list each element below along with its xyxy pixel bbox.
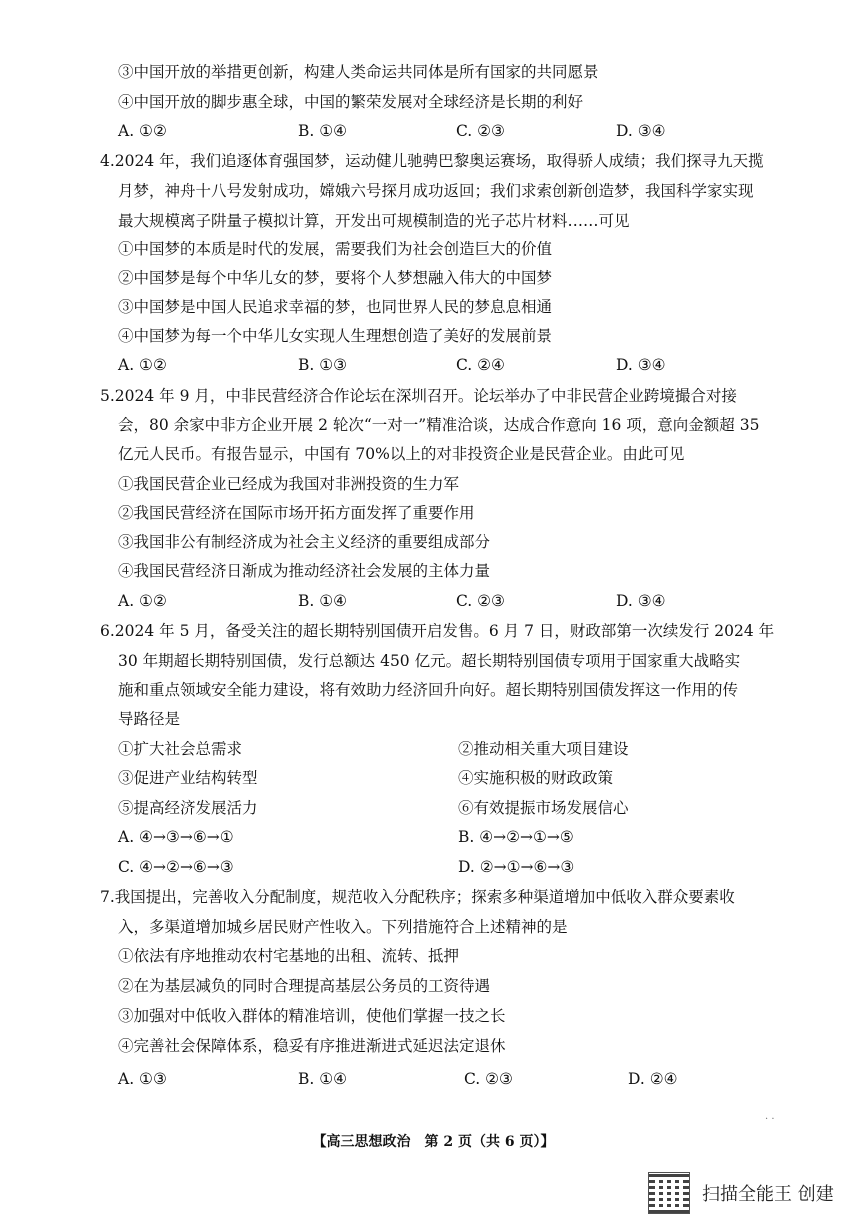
q7-option-2: ②在为基层减负的同时合理提高基层公务员的工资待遇 [118,977,491,995]
q6-item-3: ③促进产业结构转型 [118,769,258,787]
choice-d: D. ③④ [616,356,666,374]
qr-code-icon [648,1172,690,1214]
choice-d: D. ③④ [616,592,666,610]
q6-answers-row-2 [118,856,738,878]
choice-c: C. ④→②→⑥→③ [118,858,234,876]
q6-item-1: ①扩大社会总需求 [118,740,243,758]
q3-option-4: ④中国开放的脚步惠全球，中国的繁荣发展对全球经济是长期的利好 [118,93,584,111]
q6-items-row-3 [118,797,738,819]
choice-a: A. ④→③→⑥→① [118,828,234,846]
q5-option-4: ④我国民营经济日渐成为推动经济社会发展的主体力量 [118,562,491,580]
choice-b: B. ①④ [298,592,348,610]
choice-b: B. ①③ [298,356,348,374]
choice-c: C. ②③ [456,592,505,610]
q4-option-2: ②中国梦是每个中华儿女的梦，要将个人梦想融入伟大的中国梦 [118,269,553,287]
q6-stem-1: 6.2024 年 5 月，备受关注的超长期特别国债开启发售。6 月 7 日，财政部第一次续发行 2024 年 [100,622,775,640]
scan-dots: · · [765,1114,775,1125]
q7-option-1: ①依法有序地推动农村宅基地的出租、流转、抵押 [118,947,460,965]
page-footer: 【高三思想政治 第 2 页（共 6 页）】 [312,1134,555,1150]
q3-choices [118,120,678,142]
q6-stem-4: 导路径是 [118,710,181,728]
q7-stem-2: 入，多渠道增加城乡居民财产性收入。下列措施符合上述精神的是 [118,918,568,936]
choice-c: C. ②④ [456,356,505,374]
q5-choices [118,590,678,612]
choice-c: C. ②③ [464,1070,513,1088]
q6-item-4: ④实施积极的财政政策 [458,769,614,787]
choice-a: A. ①② [118,592,167,610]
q6-stem-3: 施和重点领域安全能力建设，将有效助力经济回升向好。超长期特别国债发挥这一作用的传 [118,681,739,699]
choice-a: A. ①③ [118,1070,167,1088]
q6-item-2: ②推动相关重大项目建设 [458,740,629,758]
q4-stem-3: 最大规模离子阱量子模拟计算，开发出可规模制造的光子芯片材料……可见 [118,212,630,230]
choice-d: D. ②④ [628,1070,678,1088]
q6-stem-2: 30 年期超长期特别国债，发行总额达 450 亿元。超长期特别国债专项用于国家重大战略实 [118,652,741,670]
q4-stem-2: 月梦，神舟十八号发射成功，嫦娥六号探月成功返回；我们求索创新创造梦，我国科学家实现 [118,182,754,200]
q4-stem-1: 4.2024 年，我们追逐体育强国梦，运动健儿驰骋巴黎奥运赛场，取得骄人成绩；我们探寻九天揽 [100,152,764,170]
q6-item-6: ⑥有效提振市场发展信心 [458,799,629,817]
choice-a: A. ①② [118,356,167,374]
choice-b: B. ①④ [298,122,348,140]
q6-items-row-2 [118,767,738,789]
choice-d: D. ②→①→⑥→③ [458,858,575,876]
q7-stem-1: 7.我国提出，完善收入分配制度，规范收入分配秩序；探索多种渠道增加中低收入群众要素收 [100,888,735,906]
choice-c: C. ②③ [456,122,505,140]
q5-stem-3: 亿元人民币。有报告显示，中国有 70%以上的对非投资企业是民营企业。由此可见 [118,445,685,463]
watermark-text: 扫描全能王 创建 [702,1184,834,1205]
q4-option-1: ①中国梦的本质是时代的发展，需要我们为社会创造巨大的价值 [118,240,553,258]
scanner-watermark [648,1168,858,1218]
choice-d: D. ③④ [616,122,666,140]
q5-option-2: ②我国民营经济在国际市场开拓方面发挥了重要作用 [118,504,475,522]
q5-option-1: ①我国民营企业已经成为我国对非洲投资的生力军 [118,475,460,493]
q7-choices [118,1068,678,1090]
q7-option-3: ③加强对中低收入群体的精准培训，使他们掌握一技之长 [118,1007,506,1025]
q4-option-3: ③中国梦是中国人民追求幸福的梦，也同世界人民的梦息息相通 [118,298,553,316]
q6-answers-row-1 [118,826,738,848]
q6-items-row-1 [118,738,738,760]
q5-stem-2: 会，80 余家中非方企业开展 2 轮次“一对一”精准洽谈，达成合作意向 16 项，意向金额超 35 [118,416,760,434]
choice-a: A. ①② [118,122,167,140]
q5-stem-1: 5.2024 年 9 月，中非民营经济合作论坛在深圳召开。论坛举办了中非民营企业跨境撮合对接 [100,387,737,405]
q4-option-4: ④中国梦为每一个中华儿女实现人生理想创造了美好的发展前景 [118,327,553,345]
q3-option-3: ③中国开放的举措更创新，构建人类命运共同体是所有国家的共同愿景 [118,63,599,81]
choice-b: B. ④→②→①→⑤ [458,828,574,846]
choice-b: B. ①④ [298,1070,348,1088]
q5-option-3: ③我国非公有制经济成为社会主义经济的重要组成部分 [118,533,491,551]
q6-item-5: ⑤提高经济发展活力 [118,799,258,817]
q4-choices [118,354,678,376]
q7-option-4: ④完善社会保障体系，稳妥有序推进渐进式延迟法定退休 [118,1037,506,1055]
